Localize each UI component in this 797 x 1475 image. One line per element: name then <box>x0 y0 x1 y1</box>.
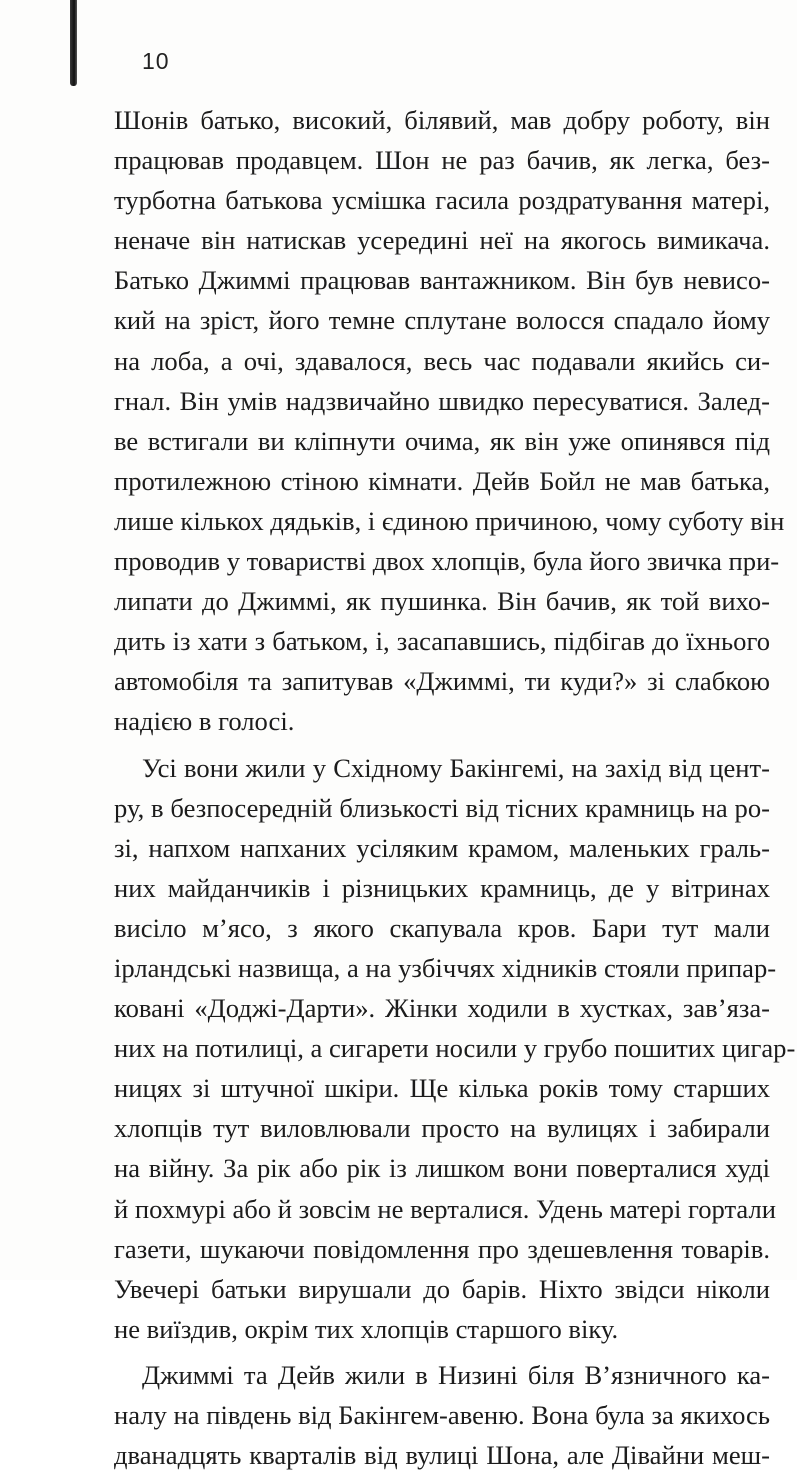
text-line: гнал. Він умів надзвичайно швидко пересуватися. Залед- <box>114 385 770 416</box>
text-line: Шонів батько, високий, білявий, мав добру роботу, він <box>114 105 770 135</box>
page-number: 10 <box>142 48 170 74</box>
text-line: не виїздив, окрім тих хлопців старшого віку. <box>114 1313 619 1344</box>
text-line: й похмурі або й зовсім не верталися. Удень матері гортали <box>114 1193 776 1224</box>
text-line: Джиммі та Дейв жили в Низині біля В’язничного ка- <box>142 1359 770 1390</box>
text-line: Батько Джиммі працював вантажником. Він був невисо- <box>114 265 770 296</box>
binding-edge <box>70 0 77 86</box>
text-line: них майданчиків і різницьких крамниць, де у вітринах <box>114 872 770 903</box>
text-line: Усі вони жили у Східному Бакінгемі, на захід від цент- <box>142 752 770 783</box>
text-line: дванадцять кварталів від вулиці Шона, але Дівайни меш- <box>114 1440 770 1471</box>
text-line: надією в голосі. <box>114 706 295 737</box>
paragraph <box>114 748 796 1349</box>
text-line: ковані «Доджі-Дарти». Жінки ходили в хустках, зав’яза- <box>114 993 770 1024</box>
text-line: хлопців тут виловлювали просто на вулицях і забирали <box>114 1113 770 1144</box>
text-line: проводив у товаристві двох хлопців, була його звичка при- <box>114 546 780 577</box>
text-line: ницях зі штучної шкіри. Ще кілька років тому старших <box>114 1073 770 1104</box>
text-line: на лоба, а очі, здавалося, весь час подавали якийсь си- <box>114 345 770 376</box>
text-line: налу на південь від Бакінгем-авеню. Вона була за якихось <box>114 1400 770 1430</box>
text-line: дить із хати з батьком, і, засапавшись, підбігав до їхнього <box>114 626 770 657</box>
text-line: турботна батькова усмішка гасила роздратування матері, <box>114 185 770 216</box>
text-line: ру, в безпосередній близькості від тісних крамниць на ро- <box>114 792 770 823</box>
body-text <box>114 100 796 1475</box>
text-line: лише кількох дядьків, і єдиною причиною, чому суботу він <box>114 505 785 536</box>
text-line: них на потилиці, а сигарети носили у грубо пошитих цигар- <box>114 1033 796 1064</box>
text-line: липати до Джиммі, як пушинка. Він бачив, як той вихо- <box>114 586 770 617</box>
text-line: на війну. За рік або рік із лишком вони поверталися худі <box>114 1153 770 1184</box>
text-line: ірландські назвища, а на узбіччях хідників стояли припар- <box>114 952 777 983</box>
text-line: газети, шукаючи повідомлення про здешевлення товарів. <box>114 1233 770 1264</box>
text-line: протилежною стіною кімнати. Дейв Бойл не мав батька, <box>114 465 770 496</box>
text-line: висіло м’ясо, з якого скапувала кров. Бари тут мали <box>114 912 770 943</box>
paragraph <box>114 100 785 742</box>
text-line: ве встигали ви кліпнути очима, як він уже опинявся під <box>114 425 770 456</box>
text-line: кий на зріст, його темне сплутане волосся спадало йому <box>114 305 770 336</box>
text-line: зі, напхом напханих усіляким крамом, маленьких граль- <box>114 832 770 863</box>
text-line: автомобіля та запитував «Джиммі, ти куди?» зі слабкою <box>114 666 770 697</box>
text-line: Увечері батьки вирушали до барів. Ніхто звідси ніколи <box>114 1273 770 1304</box>
paragraph <box>114 1355 770 1475</box>
text-line: неначе він натискав усередині неї на якогось вимикача. <box>114 225 770 256</box>
text-line: працював продавцем. Шон не раз бачив, як легка, без- <box>114 145 770 176</box>
